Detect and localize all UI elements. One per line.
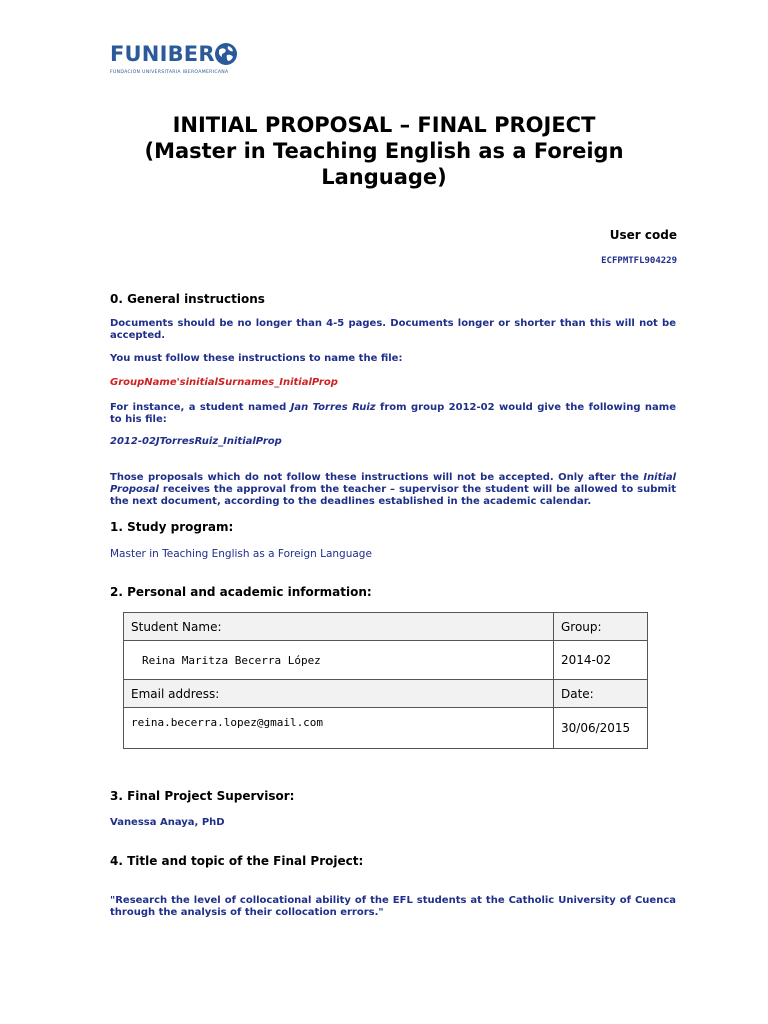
section-1-heading: 1. Study program: (110, 520, 234, 534)
personal-info-table (123, 612, 648, 749)
section-3-heading: 3. Final Project Supervisor: (110, 789, 295, 803)
example-student-name: Jan Torres Ruiz (290, 402, 376, 413)
title-line-1: INITIAL PROPOSAL – FINAL PROJECT (172, 113, 596, 137)
example-text-b: from group 2012-02 would give the following name to his file: (110, 402, 676, 425)
naming-pattern-text: GroupName'sinitialSurnames_InitialProp (110, 377, 338, 388)
project-title-value: "Research the level of collocational ability of the EFL students at the Catholic University of Cuenca through the analysis of their collocation errors." (110, 895, 676, 918)
user-code-label: User code (609, 228, 677, 242)
logo-subtitle: FUNDACIÓN UNIVERSITARIA IBEROAMERICANA (110, 70, 229, 75)
example-filename-text: 2012-02JTorresRuiz_InitialProp (110, 436, 282, 447)
table-row (124, 680, 648, 708)
section-0-heading: 0. General instructions (110, 292, 265, 306)
approval-text-a: Those proposals which do not follow these instructions will not be accepted. Only after the (110, 472, 644, 483)
instruction-naming: You must follow these instructions to name the file: (110, 353, 403, 364)
funiber-logo (110, 42, 250, 82)
logo-name: FUNIBER (110, 42, 215, 66)
group-label: Group: (554, 613, 648, 641)
email-value: reina.becerra.lopez@gmail.com (124, 708, 554, 749)
study-program-value: Master in Teaching English as a Foreign Language (110, 548, 372, 560)
section-4-heading: 4. Title and topic of the Final Project: (110, 854, 364, 868)
email-label: Email address: (124, 680, 554, 708)
group-value: 2014-02 (554, 641, 648, 680)
table-row (124, 641, 648, 680)
example-filename (110, 436, 676, 448)
instruction-length: Documents should be no longer than 4-5 pages. Documents longer or shorter than this will not be accepted. (110, 318, 676, 341)
example-text-a: For instance, a student named (110, 402, 291, 413)
table-row (124, 613, 648, 641)
approval-text-b: receives the approval from the teacher – supervisor the student will be allowed to submit the next document, according to the deadlines established in the academic calendar. (110, 484, 676, 507)
naming-pattern (110, 377, 676, 389)
globe-icon (214, 42, 238, 66)
instruction-approval (110, 472, 676, 508)
table-row (124, 708, 648, 749)
date-value: 30/06/2015 (554, 708, 648, 749)
student-name-value: Reina Maritza Becerra López (124, 641, 554, 680)
student-name-label: Student Name: (124, 613, 554, 641)
section-2-heading: 2. Personal and academic information: (110, 585, 372, 599)
approval-emphasis: Initial Proposal (110, 472, 676, 495)
title-line-2: (Master in Teaching English as a Foreign (144, 139, 624, 163)
title-line-3: Language) (321, 165, 447, 189)
supervisor-value: Vanessa Anaya, PhD (110, 817, 225, 828)
date-label: Date: (554, 680, 648, 708)
instruction-example (110, 402, 676, 426)
user-code-value: ECFPMTFL904229 (601, 256, 677, 266)
